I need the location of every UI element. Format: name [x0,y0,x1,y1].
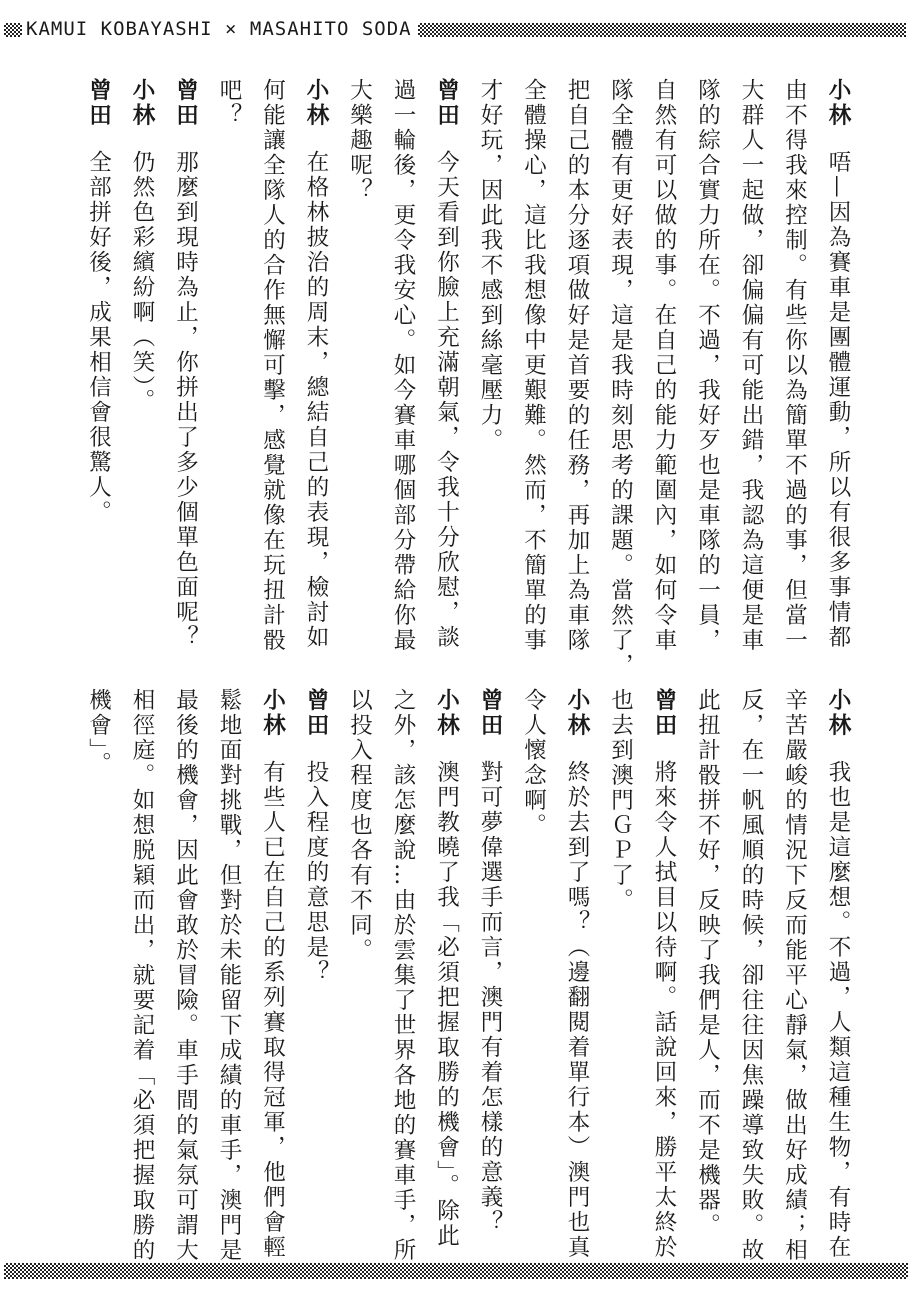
text-column [646,688,682,1260]
text-column [429,78,465,650]
speaker-gap [446,128,447,150]
speaker-gap [838,128,839,150]
text-column [124,688,160,1263]
speaker-label: 曾田 [433,78,460,128]
dialogue-text: 全體操心，這比我想像中更艱難。然而，不簡單的事 [520,78,547,653]
speaker-label: 曾田 [477,688,503,738]
text-column [124,78,160,414]
dialogue-text: 隊全體有更好表現，這是我時刻思考的課題。當然了， [607,78,634,678]
speaker-gap [446,738,447,760]
dialogue-text: 此扭計骰拼不好，反映了我們是人，而不是機器。 [694,688,721,1238]
text-column [733,688,769,1263]
dialogue-text: 全部拼好後，成果相信會很驚人。 [85,150,112,525]
text-column [81,688,117,777]
page-header [0,14,916,46]
text-column [342,688,378,963]
dialogue-text: 令人懷念啊。 [520,688,547,838]
dialogue-text: 大樂趣呢？ [346,78,373,203]
dialogue-text: 吧？ [216,78,242,128]
text-column [298,688,334,985]
speaker-label: 小林 [825,688,851,738]
text-column [646,78,682,653]
dialogue-text: 才好玩，因此我不感到絲毫壓力。 [477,78,503,453]
text-column [255,688,291,1260]
text-column [472,78,508,453]
text-column [820,688,856,1260]
checker-band-header [418,23,906,37]
dialogue-text: 仍然色彩繽紛啊（笑）。 [129,150,155,414]
speaker-label: 小林 [303,78,329,128]
speaker-label: 曾田 [172,78,199,128]
dialogue-text: 過一輪後，更令我安心。如今賽車哪個部分帶給你最 [390,78,416,653]
text-column [255,78,291,653]
dialogue-text: 之外，該怎麼說…由於雲集了世界各地的賽車手，所 [390,688,416,1263]
dialogue-text: 鬆地面對挑戰，但對於未能留下成績的車手，澳門是 [216,688,242,1263]
text-column [429,688,465,1249]
dialogue-text: 辛苦嚴峻的情況下反而能平心靜氣，做出好成績；相 [781,688,808,1263]
dialogue-text: 有些人已在自己的系列賽取得冠軍，他們會輕 [259,760,286,1260]
text-column [516,688,552,838]
text-column [211,78,247,128]
dialogue-text: 唔—因為賽車是團體運動，所以有很多事情都 [825,150,851,650]
dialogue-text: 機會」。 [85,688,112,777]
dialogue-text: 投入程度的意思是？ [303,760,329,985]
header-title: KAMUI KOBAYASHI × MASAHITO SODA [26,18,412,40]
speaker-label: 小林 [433,688,460,738]
speaker-gap [142,128,143,150]
speaker-label: 小林 [564,688,590,738]
dialogue-text: 自然有可以做的事。在自己的能力範圍內，如何令車 [651,78,677,653]
speaker-gap [577,738,578,760]
dialogue-text: 那麼到現時為止，你拼出了多少個單色面呢？ [172,150,199,650]
text-column [777,688,813,1263]
speaker-label: 曾田 [85,78,112,128]
text-column [820,78,856,650]
dialogue-text: 相徑庭。如想脱穎而出，就要記着「必須把握取勝的 [129,688,155,1263]
dialogue-text: 也去到澳門ＧＰ了。 [607,688,634,913]
speaker-label: 小林 [129,78,155,128]
text-column [472,688,508,1235]
text-column [342,78,378,203]
dialogue-text: 大群人一起做，卻偏偏有可能出錯，我認為這便是車 [738,78,764,653]
dialogue-text: 對可夢偉選手而言，澳門有着怎樣的意義？ [477,760,503,1235]
dialogue-text: 將來令人拭目以待啊。話說回來，勝平太終於 [651,760,677,1260]
checker-band-footer [4,1263,908,1279]
dialogue-text: 由不得我來控制。有些你以為簡單不過的事，但當一 [781,78,808,653]
dialogue-text: 我也是這麼想。不過，人類這種生物，有時在 [825,760,851,1260]
speaker-gap [664,738,665,760]
text-column [168,78,204,650]
speaker-label: 小林 [259,688,286,738]
speaker-label: 小林 [825,78,851,128]
text-column [81,78,117,525]
text-column [559,78,595,653]
speaker-gap [98,128,99,150]
text-column [298,78,334,650]
dialogue-text: 把自己的本分逐項做好是首要的任務，再加上為車隊 [564,78,590,653]
dialogue-text: 反，在一帆風順的時候，卻往往因焦躁導致失敗。故 [738,688,764,1263]
speaker-gap [272,738,273,760]
dialogue-text: 以投入程度也各有不同。 [346,688,373,963]
speaker-gap [185,128,186,150]
speaker-gap [316,128,317,150]
checker-mark-icon [4,23,22,37]
dialogue-text: 今天看到你臉上充滿朝氣，令我十分欣慰，談 [433,150,460,650]
dialogue-text: 最後的機會，因此會敢於冒險。車手間的氣氛可謂大 [172,688,199,1263]
text-column [385,78,421,653]
text-column [385,688,421,1263]
text-column [168,688,204,1263]
dialogue-text: 終於去到了嗎？（邊翻閱着單行本）澳門也真 [564,760,590,1260]
text-column [690,688,726,1238]
dialogue-text: 澳門教曉了我「必須把握取勝的機會」。除此 [433,760,460,1249]
text-column [733,78,769,653]
text-column [211,688,247,1263]
text-column [603,688,639,913]
speaker-gap [316,738,317,760]
dialogue-text: 何能讓全隊人的合作無懈可擊，感覺就像在玩扭計骰 [259,78,286,653]
text-column [777,78,813,653]
dialogue-text: 在格林披治的周末，總結自己的表現，檢討如 [303,150,329,650]
speaker-gap [838,738,839,760]
text-column [559,688,595,1260]
speaker-label: 曾田 [303,688,329,738]
dialogue-text: 隊的綜合實力所在。不過，我好歹也是車隊的一員， [694,78,721,653]
text-column [516,78,552,653]
text-column [603,78,639,678]
speaker-label: 曾田 [651,688,677,738]
speaker-gap [490,738,491,760]
text-column [690,78,726,653]
